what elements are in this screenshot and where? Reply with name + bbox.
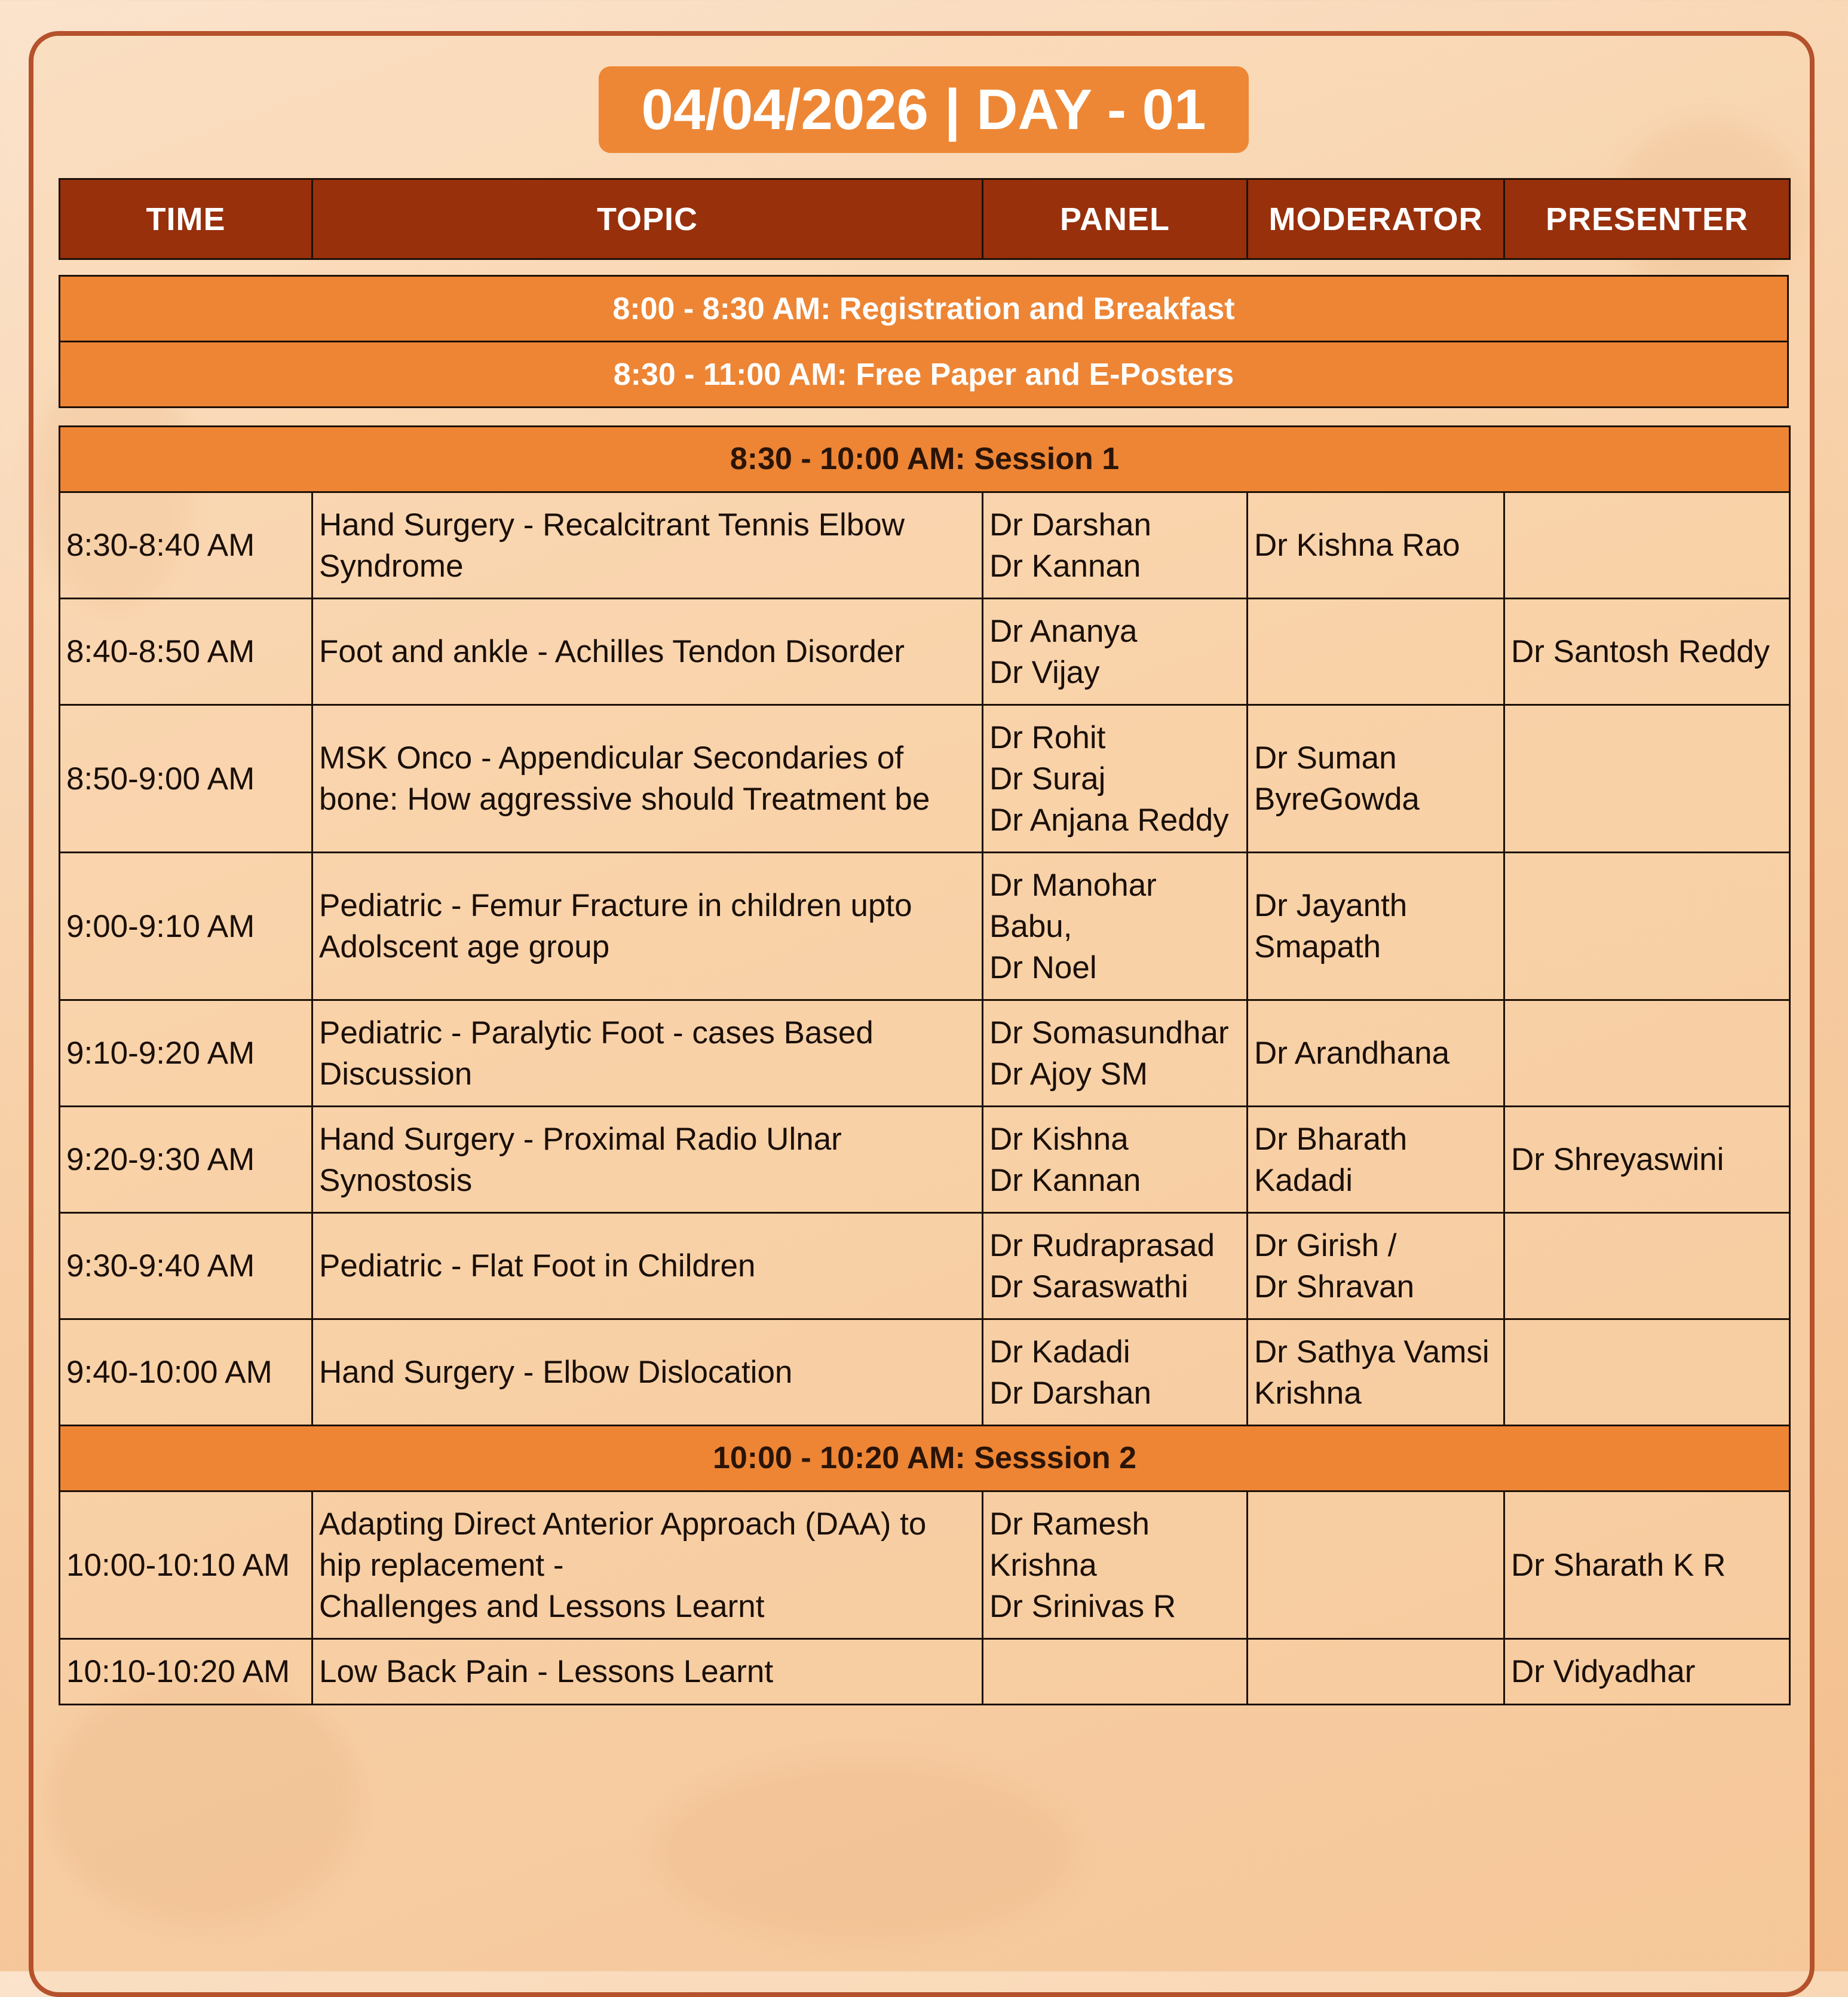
- cell-panel: [983, 1639, 1248, 1705]
- cell-topic: Hand Surgery - Proximal Radio Ulnar Synostosis: [312, 1107, 983, 1213]
- cell-presenter: Dr Shreyaswini: [1504, 1107, 1790, 1213]
- table-row: [60, 1639, 1790, 1705]
- cell-panel: Dr Somasundhar Dr Ajoy SM: [983, 1000, 1248, 1107]
- banner-free-paper: 8:30 - 11:00 AM: Free Paper and E-Posters: [60, 342, 1788, 408]
- table-row: [60, 492, 1790, 599]
- table-row: [60, 599, 1790, 705]
- cell-topic: Foot and ankle - Achilles Tendon Disorder: [312, 599, 983, 705]
- cell-topic: Hand Surgery - Recalcitrant Tennis Elbow Syndrome: [312, 492, 983, 599]
- cell-topic: Low Back Pain - Lessons Learnt: [312, 1639, 983, 1705]
- cell-time: 8:50-9:00 AM: [60, 705, 312, 853]
- cell-time: 8:30-8:40 AM: [60, 492, 312, 599]
- session-table: [59, 425, 1791, 1705]
- table-row: [60, 1319, 1790, 1426]
- session-header: 8:30 - 10:00 AM: Session 1: [60, 427, 1790, 492]
- cell-panel: Dr Darshan Dr Kannan: [983, 492, 1248, 599]
- cell-moderator: Dr Girish / Dr Shravan: [1248, 1213, 1504, 1319]
- header-time: TIME: [60, 179, 312, 259]
- cell-presenter: [1504, 1213, 1790, 1319]
- cell-presenter: [1504, 853, 1790, 1000]
- cell-moderator: [1248, 1491, 1504, 1639]
- cell-presenter: Dr Sharath K R: [1504, 1491, 1790, 1639]
- cell-time: 9:00-9:10 AM: [60, 853, 312, 1000]
- cell-topic: Adapting Direct Anterior Approach (DAA) to hip replacement - Challenges and Lessons Learnt: [312, 1491, 983, 1639]
- cell-moderator: Dr Arandhana: [1248, 1000, 1504, 1107]
- cell-panel: Dr Rohit Dr Suraj Dr Anjana Reddy: [983, 705, 1248, 853]
- cell-panel: Dr Kadadi Dr Darshan: [983, 1319, 1248, 1426]
- cell-panel: Dr Ananya Dr Vijay: [983, 599, 1248, 705]
- table-row: [60, 1000, 1790, 1107]
- cell-time: 10:00-10:10 AM: [60, 1491, 312, 1639]
- cell-panel: Dr Ramesh Krishna Dr Srinivas R: [983, 1491, 1248, 1639]
- cell-presenter: Dr Vidyadhar: [1504, 1639, 1790, 1705]
- cell-panel: Dr Kishna Dr Kannan: [983, 1107, 1248, 1213]
- cell-topic: Pediatric - Paralytic Foot - cases Based Discussion: [312, 1000, 983, 1107]
- cell-presenter: [1504, 492, 1790, 599]
- cell-moderator: [1248, 599, 1504, 705]
- cell-moderator: Dr Sathya Vamsi Krishna: [1248, 1319, 1504, 1426]
- table-row: [60, 853, 1790, 1000]
- general-banners: [59, 275, 1789, 408]
- cell-topic: Pediatric - Femur Fracture in children upto Adolscent age group: [312, 853, 983, 1000]
- date-badge: 04/04/2026 | DAY - 01: [599, 66, 1249, 153]
- cell-time: 10:10-10:20 AM: [60, 1639, 312, 1705]
- cell-moderator: Dr Suman ByreGowda: [1248, 705, 1504, 853]
- cell-topic: Hand Surgery - Elbow Dislocation: [312, 1319, 983, 1426]
- cell-moderator: [1248, 1639, 1504, 1705]
- cell-time: 9:40-10:00 AM: [60, 1319, 312, 1426]
- cell-presenter: [1504, 705, 1790, 853]
- table-row: [60, 705, 1790, 853]
- header-presenter: PRESENTER: [1504, 179, 1790, 259]
- table-row: [60, 1491, 1790, 1639]
- cell-moderator: Dr Kishna Rao: [1248, 492, 1504, 599]
- header-moderator: MODERATOR: [1248, 179, 1504, 259]
- table-row: [60, 1107, 1790, 1213]
- header-panel: PANEL: [983, 179, 1248, 259]
- cell-time: 9:20-9:30 AM: [60, 1107, 312, 1213]
- cell-topic: MSK Onco - Appendicular Secondaries of bone: How aggressive should Treatment be: [312, 705, 983, 853]
- table-row: [60, 1213, 1790, 1319]
- cell-presenter: [1504, 1319, 1790, 1426]
- cell-moderator: Dr Bharath Kadadi: [1248, 1107, 1504, 1213]
- cell-topic: Pediatric - Flat Foot in Children: [312, 1213, 983, 1319]
- cell-panel: Dr Rudraprasad Dr Saraswathi: [983, 1213, 1248, 1319]
- cell-time: 8:40-8:50 AM: [60, 599, 312, 705]
- cell-presenter: [1504, 1000, 1790, 1107]
- cell-presenter: Dr Santosh Reddy: [1504, 599, 1790, 705]
- cell-time: 9:10-9:20 AM: [60, 1000, 312, 1107]
- banner-registration: 8:00 - 8:30 AM: Registration and Breakfast: [60, 276, 1788, 342]
- session-header: 10:00 - 10:20 AM: Sesssion 2: [60, 1426, 1790, 1491]
- header-topic: TOPIC: [312, 179, 983, 259]
- cell-moderator: Dr Jayanth Smapath: [1248, 853, 1504, 1000]
- cell-time: 9:30-9:40 AM: [60, 1213, 312, 1319]
- cell-panel: Dr Manohar Babu, Dr Noel: [983, 853, 1248, 1000]
- schedule-header: [59, 178, 1791, 260]
